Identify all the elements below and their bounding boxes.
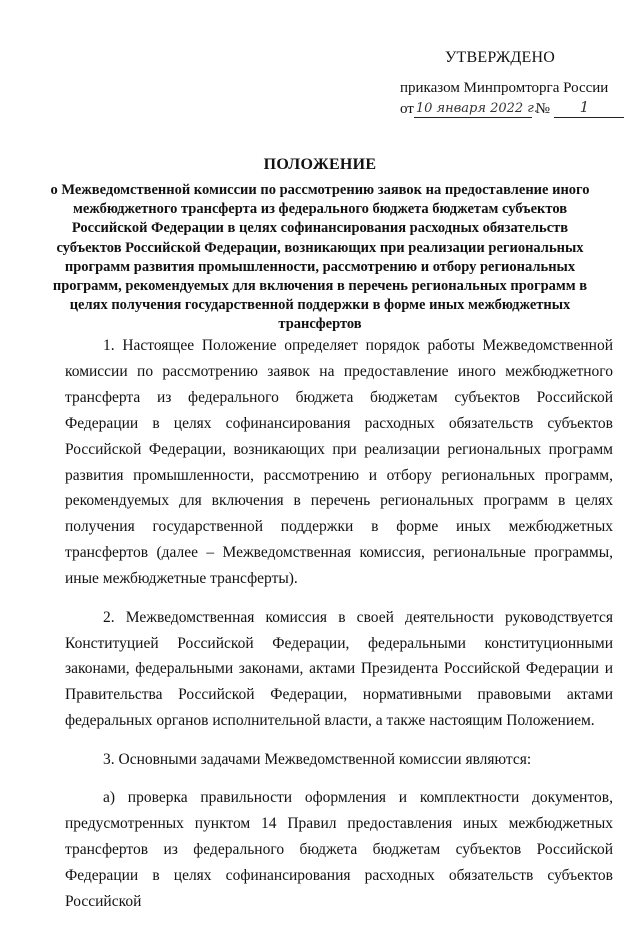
handwritten-number: 1 xyxy=(579,98,590,116)
document-subtitle: о Межведомственной комиссии по рассмотрению заявок на предоставление иного межбюджетного трансферта из федерального бюджета бюджетам субъектов Российской Федерации в целях софинансирования расходных обязательств субъектов Российской Федерации, возникающих при реализации региональных программ развития промышленности, рассмотрению и отбору региональных программ, рекомендуемых для включения в перечень региональных программ в целях получения государственной поддержки в форме иных межбюджетных трансфертов xyxy=(50,182,590,333)
number-field xyxy=(554,100,624,118)
paragraph-2: 2. Межведомственная комиссия в своей деятельности руководствуется Конституцией Российской Федерации, федеральными конституционными законами, федеральными законами, актами Президента Российской Федерации и Правительства Российской Федерации, нормативными правовыми актами федеральных органов исполнительной власти, а также настоящим Положением. xyxy=(65,608,613,730)
paragraph-1: 1. Настоящее Положение определяет порядок работы Межведомственной комиссии по рассмотрению заявок на предоставление иного межбюджетного трансферта из федерального бюджета бюджетам субъектов Российской Федерации в целях софинансирования расходных обязательств субъектов Российской Федерации, возникающих при реализации региональных программ развития промышленности, рассмотрению и отбору региональных программ, рекомендуемых для включения в перечень региональных программ в целях получения государственной поддержки в форме иных межбюджетных трансфертов (далее – Межведомственная комиссия, региональные программы, иные межбюджетные трансферты). xyxy=(65,337,613,588)
paragraph-3a: а) проверка правильности оформления и комплектности документов, предусмотренных пунктом 14 Правил предоставления иных межбюджетных трансфертов из федерального бюджета бюджетам субъектов Российской Федерации в целях софинансирования расходных обязательств субъектов Российской xyxy=(65,789,613,910)
date-field xyxy=(414,100,539,118)
order-date-number xyxy=(400,100,615,118)
approval-stamp-label: УТВЕРЖДЕНО xyxy=(445,49,556,66)
number-label: № xyxy=(535,101,550,117)
order-reference: приказом Минпромторга России xyxy=(400,80,609,96)
handwritten-date: 10 января 2022 г. xyxy=(415,101,539,116)
paragraph-3: 3. Основными задачами Межведомственной комиссии являются: xyxy=(103,750,532,768)
date-prefix: от xyxy=(400,101,414,117)
document-body xyxy=(65,333,613,927)
document-title: ПОЛОЖЕНИЕ xyxy=(263,156,377,173)
